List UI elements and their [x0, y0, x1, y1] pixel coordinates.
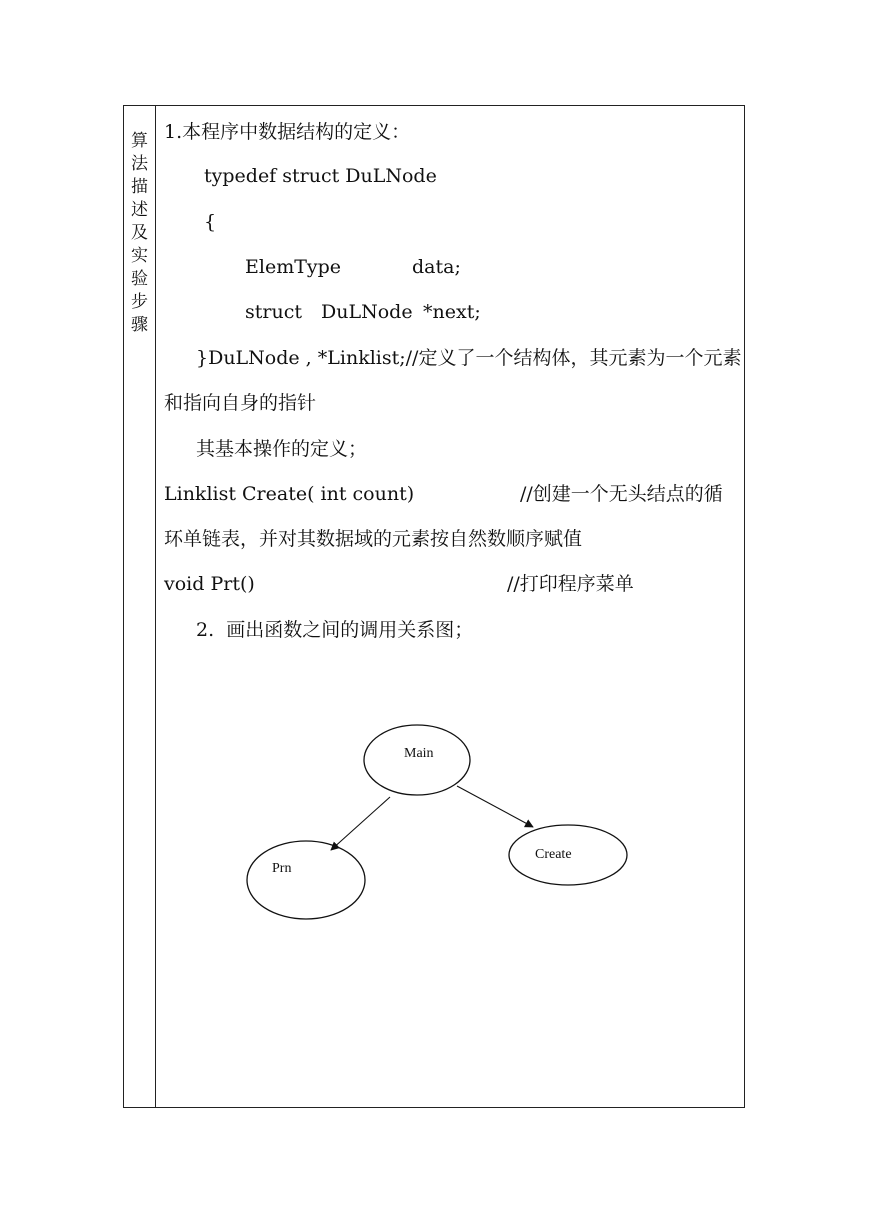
node-prn — [247, 841, 365, 919]
create-signature: Linklist Create( int count) — [164, 483, 415, 505]
edge-main-to-prn — [331, 797, 390, 850]
create-comment-continuation: 环单链表，并对其数据域的元素按自然数顺序赋值 — [164, 528, 583, 550]
call-graph-diagram — [156, 106, 744, 1107]
node-main-label: Main — [404, 746, 434, 761]
prt-comment: //打印程序菜单 — [507, 573, 634, 595]
heading-data-structure: 1.本程序中数据结构的定义： — [164, 121, 411, 143]
code-brace-open: { — [204, 211, 217, 233]
side-label: 算法描述及实验步骤 — [131, 131, 148, 335]
field1-name: data; — [412, 256, 461, 278]
code-typedef-line: typedef struct DuLNode — [204, 165, 437, 187]
side-label-cell — [124, 106, 156, 1107]
struct-close-continuation: 和指向自身的指针 — [164, 392, 317, 414]
field2-keyword: struct — [245, 301, 302, 323]
create-comment: //创建一个无头结点的循 — [520, 483, 723, 505]
field1-type: ElemType — [245, 256, 342, 278]
content-cell — [156, 106, 744, 1107]
operations-heading: 其基本操作的定义； — [196, 438, 368, 460]
field2-type: DuLNode — [321, 301, 413, 323]
prt-signature: void Prt() — [164, 573, 255, 595]
node-create-label: Create — [535, 847, 572, 862]
struct-close-line: }DuLNode , *Linklist;//定义了一个结构体，其元素为一个元素 — [196, 347, 742, 369]
heading-call-graph: 2. 画出函数之间的调用关系图； — [196, 619, 474, 641]
node-prn-label: Prn — [272, 861, 292, 876]
field2-name: *next; — [423, 301, 481, 323]
edge-main-to-create — [457, 786, 533, 827]
experiment-table — [123, 105, 745, 1108]
